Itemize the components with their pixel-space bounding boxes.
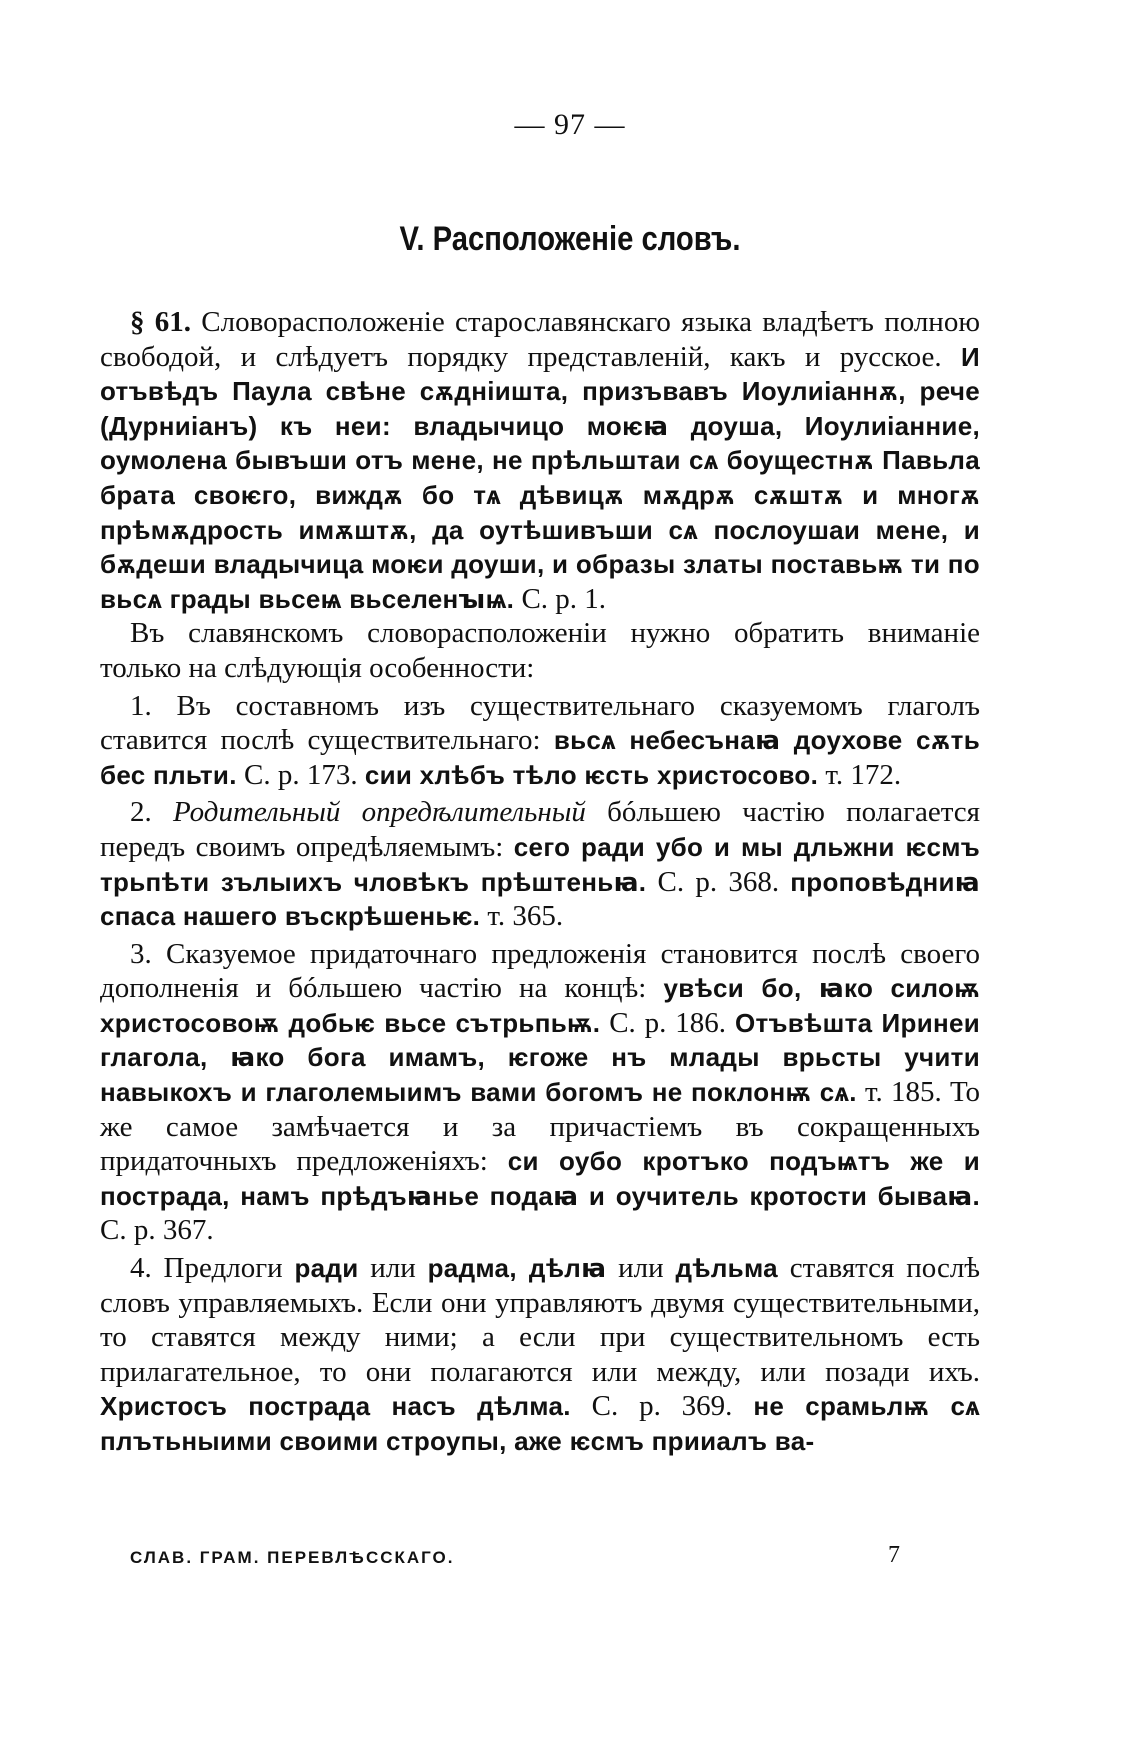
paragraph-rule-2 — [100, 795, 980, 933]
paragraph-rule-3 — [100, 937, 980, 1248]
slavonic-word: дѣльма — [675, 1253, 778, 1284]
slavonic-quote: си оубо кротъко подъѩтъ же и пострада, намъ прѣдъꙗнье подаꙗ и оучитель кротости бываꙗ. — [100, 1146, 980, 1211]
body-text — [100, 305, 980, 1462]
citation: С. р. 186. — [609, 1006, 727, 1039]
paragraph-intro — [100, 616, 980, 685]
footer-book-title: СЛАВ. ГРАМ. ПЕРЕВЛѢССКАГО. — [130, 1548, 455, 1567]
citation: т. 172. — [825, 758, 902, 791]
slavonic-quote: увѣси бо, ꙗко силоѭ христосовоѭ добьѥ вьсе сътрьпьѭ. — [100, 973, 981, 1038]
citation: т. 365. — [487, 900, 564, 933]
paragraph-text: 3. Сказуемое придаточнаго предложенія становится послѣ своего дополненія и бóльшею частію на концѣ: — [100, 937, 980, 1005]
citation: С. р. 1. — [521, 582, 607, 615]
section-title: V. Расположеніе словъ. — [399, 220, 741, 258]
slavonic-quote: не срамьлѭ сѧ плътьныими своими строупы, аже ѥсмъ прииалъ ва- — [100, 1391, 981, 1456]
paragraph-text: т. 185. То же самое замѣчается и за причастіемъ въ сокращенныхъ придаточныхъ предложеніяхъ: — [100, 1076, 980, 1178]
slavonic-word: ради — [294, 1253, 359, 1284]
paragraph-rule-4 — [100, 1251, 980, 1459]
paragraph-rule-1 — [100, 689, 980, 793]
citation: С. р. 367. — [100, 1214, 214, 1247]
slavonic-quote: И отъвѣдъ Паула свѣне сѫдніишта, призъвавъ Иоулиіаннѫ, рече (Дурниіанъ) къ неи: владычицо моѥꙗ доуша, Иоулиіанние, оумолена бывъши отъ мене, не прѣльштаи сѧ боущестнѫ Павьла брата своѥго, виждѫ бо тѧ дѣвицѫ мѫдрѫ сѫштѫ и многѫ прѣмѫдрость имѫштѫ, да оутѣшивъши сѧ послоушаи мене, и бѫдеши владычица моѥи доуши, и образы златы поставьѭ ти по вьсѧ грады вьсеѩ вьселенꙑѩ. — [100, 341, 980, 614]
paragraph-text: 4. Предлоги — [130, 1252, 283, 1285]
slavonic-quote: проповѣдниꙗ спаса нашего въскрѣшеньѥ. — [100, 866, 981, 932]
slavonic-quote: Христосъ пострада насъ дѣлма. — [100, 1391, 571, 1422]
paragraph-text: или — [618, 1252, 664, 1285]
paragraph-text: бóльшею частію полагается передъ своимъ опредѣляемымъ: — [100, 796, 981, 863]
citation: С. р. 369. — [591, 1390, 733, 1423]
slavonic-word: радма, дѣлꙗ — [427, 1253, 607, 1284]
slavonic-quote: Отъвѣшта Иринеи глагола, ꙗко бога имамъ, ѥгоже нъ млады врьсты учити навыкохъ и глаголемыимъ вами богомъ не поклонѭ сѧ. — [100, 1007, 981, 1108]
italic-term: Родительный опредѣлительный — [172, 796, 586, 829]
paragraph-text: ставятся послѣ словъ управляемыхъ. Если они управляютъ двумя существительными, то ставятся между ними; а если при существительномъ есть прилагательное, то они полагаются или между, или позади ихъ. — [100, 1252, 981, 1388]
signature-mark: 7 — [888, 1542, 900, 1568]
slavonic-quote: вьсѧ небесънаꙗ доухове сѫть бес пльти. — [100, 725, 980, 790]
page-footer — [130, 1542, 910, 1568]
paragraph-text: или — [370, 1252, 416, 1285]
citation: С. р. 368. — [657, 865, 780, 898]
paragraph-61 — [100, 305, 980, 616]
section-number: § 61. — [130, 306, 192, 338]
paragraph-text: Словорасположеніе старославянскаго языка владѣетъ полною свободой, и слѣдуетъ порядку представленій, какъ и русское. — [100, 306, 980, 373]
citation: С. р. 173. — [243, 758, 358, 791]
paragraph-text: Въ славянскомъ словорасположеніи нужно обратить вниманіе только на слѣдующія особенности: — [100, 617, 980, 684]
paragraph-text: 2. — [130, 796, 152, 829]
slavonic-quote: сии хлѣбъ тѣло ѥсть христосово. — [364, 759, 819, 790]
page-number: — 97 — — [514, 108, 626, 141]
slavonic-quote: сего ради убо и мы дльжни ѥсмъ трьпѣти зълыихъ чловѣкъ прѣштеньꙗ. — [100, 831, 981, 897]
paragraph-text: 1. Въ составномъ изъ существительнаго сказуемомъ глаголъ ставится послѣ существительнаго: — [100, 689, 980, 757]
